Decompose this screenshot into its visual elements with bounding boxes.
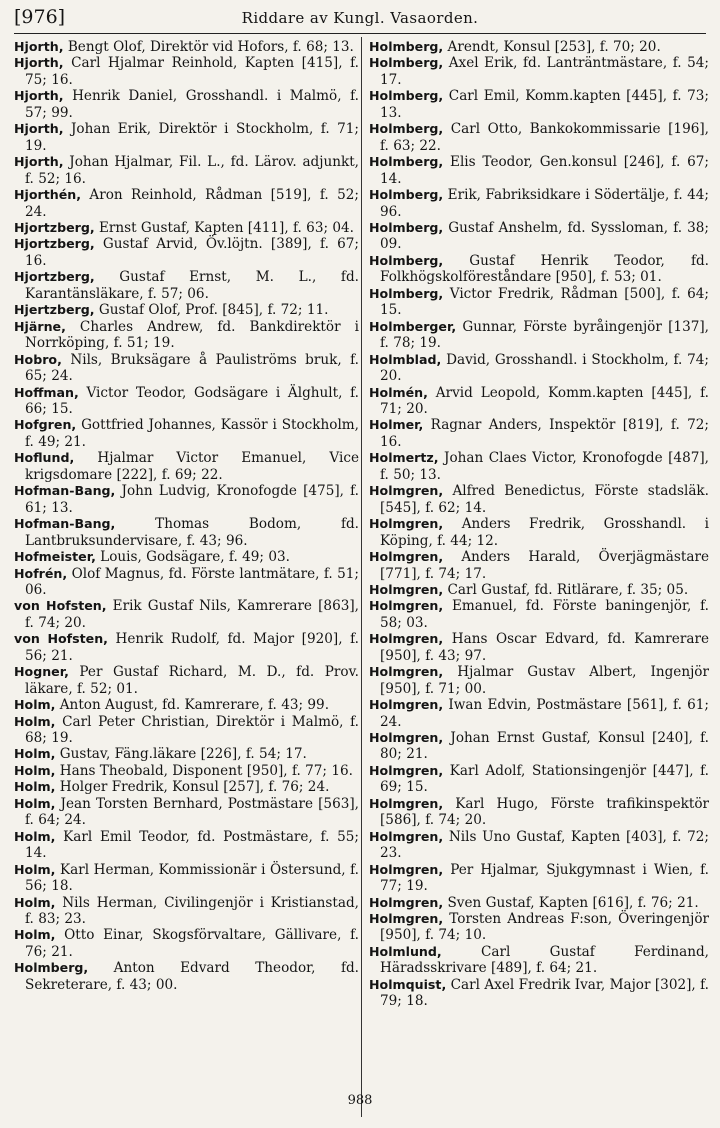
entry-details: Thomas Bodom, fd. Lantbruksundervisare, f. 43; 96.	[25, 516, 359, 549]
entry-name: Holm,	[14, 861, 56, 877]
entry-details: Johan Hjalmar, Fil. L., fd. Lärov. adjunkt, f. 52; 16.	[25, 154, 359, 187]
register-entry	[369, 862, 709, 895]
register-entry	[14, 39, 359, 55]
register-entry	[369, 598, 709, 631]
entry-name: Holmgren,	[369, 730, 444, 746]
entry-name: Holmberg,	[369, 187, 444, 203]
register-entry	[369, 730, 709, 763]
entry-details: Iwan Edvin, Postmästare [561], f. 61; 24.	[380, 697, 709, 730]
entry-name: Holmgren,	[369, 483, 444, 499]
entry-details: Per Gustaf Richard, M. D., fd. Prov. läkare, f. 52; 01.	[25, 664, 359, 697]
register-entry	[14, 566, 359, 599]
entry-details: Gunnar, Förste byråingenjör [137], f. 78; 19.	[380, 318, 709, 352]
entry-name: Hjortzberg,	[14, 269, 95, 285]
entry-details: Henrik Daniel, Grosshandl. i Malmö, f. 57; 99.	[25, 88, 359, 121]
running-title: Riddare av Kungl. Vasaorden.	[241, 9, 479, 27]
entry-name: Hofman-Bang,	[14, 516, 116, 532]
register-entry	[14, 631, 359, 664]
page-header	[14, 6, 706, 32]
entry-name: Holmberg,	[369, 39, 444, 54]
register-entry	[14, 187, 359, 220]
entry-name: Holm,	[14, 795, 56, 811]
entry-name: Holmgren,	[369, 631, 444, 647]
entry-details: David, Grosshandl. i Stockholm, f. 74; 20.	[380, 351, 709, 385]
entry-details: Johan Ernst Gustaf, Konsul [240], f. 80; 21.	[380, 730, 709, 763]
entry-name: Hofgren,	[14, 417, 77, 433]
entry-details: Hjalmar Victor Emanuel, Vice krigsdomare [222], f. 69; 22.	[25, 450, 359, 483]
register-entry	[369, 286, 709, 319]
register-entry	[369, 88, 709, 121]
register-entry	[369, 55, 709, 88]
register-entry	[14, 385, 359, 418]
entry-name: von Hofsten,	[14, 598, 107, 614]
entry-name: Holm,	[14, 713, 56, 729]
register-entry	[369, 319, 709, 352]
entry-details: Gustaf Olof, Prof. [845], f. 72; 11.	[94, 302, 329, 319]
entry-details: Hjalmar Gustav Albert, Ingenjör [950], f. 71; 00.	[380, 664, 709, 697]
register-entry	[14, 236, 359, 269]
entry-details: Ernst Gustaf, Kapten [411], f. 63; 04.	[94, 219, 354, 236]
entry-details: Aron Reinhold, Rådman [519], f. 52; 24.	[25, 187, 359, 220]
entry-details: Olof Magnus, fd. Förste lantmätare, f. 51; 06.	[25, 565, 359, 598]
entry-name: Holmgren,	[369, 911, 444, 927]
entry-details: Bengt Olof, Direktör vid Hofors, f. 68; 13.	[63, 39, 354, 55]
entry-name: Holmquist,	[369, 976, 447, 992]
register-entry	[369, 911, 709, 944]
register-entry	[14, 302, 359, 318]
register-entry	[14, 960, 359, 993]
entry-details: Carl Axel Fredrik Ivar, Major [302], f. 79; 18.	[380, 976, 709, 1010]
register-entry	[14, 417, 359, 450]
entry-name: Hjertzberg,	[14, 302, 95, 318]
register-entry	[14, 796, 359, 829]
entry-details: Johan Claes Victor, Kronofogde [487], f. 50; 13.	[380, 450, 709, 483]
entry-name: Holmgren,	[369, 581, 444, 597]
entry-details: Axel Erik, fd. Lanträntmästare, f. 54; 17.	[380, 55, 709, 88]
entry-name: Holmberger,	[369, 318, 457, 334]
register-entry	[369, 977, 709, 1010]
entry-details: Hans Oscar Edvard, fd. Kamrerare [950], f. 43; 97.	[380, 631, 709, 664]
register-entry	[369, 549, 709, 582]
entry-details: Henrik Rudolf, fd. Major [920], f. 56; 21.	[25, 631, 359, 664]
left-column	[14, 39, 359, 993]
entry-name: Holmberg,	[369, 121, 444, 137]
entry-details: Arendt, Konsul [253], f. 70; 20.	[443, 39, 661, 55]
entry-name: Holmgren,	[369, 598, 444, 614]
entry-name: Holmgren,	[369, 697, 444, 713]
entry-name: Holmberg,	[369, 252, 444, 268]
page-label: [976]	[14, 6, 66, 28]
entry-name: Hjorth,	[14, 55, 64, 71]
entry-name: Holm,	[14, 894, 56, 910]
entry-details: John Ludvig, Kronofogde [475], f. 61; 13.	[25, 483, 359, 516]
entry-details: Gustav, Fäng.läkare [226], f. 54; 17.	[55, 746, 307, 763]
entry-name: Holmberg,	[14, 960, 89, 976]
register-entry	[369, 121, 709, 154]
entry-name: Holm,	[14, 746, 56, 762]
entry-details: Charles Andrew, fd. Bankdirektör i Norrköping, f. 51; 19.	[25, 318, 359, 352]
register-entry	[369, 483, 709, 516]
entry-name: Holmgren,	[369, 861, 444, 877]
entry-details: Nils Herman, Civilingenjör i Kristianstad, f. 83; 23.	[25, 894, 359, 928]
register-entry	[369, 154, 709, 187]
entry-name: Holmblad,	[369, 351, 442, 367]
entry-name: Holmgren,	[369, 549, 444, 565]
entry-name: Hoffman,	[14, 384, 79, 400]
register-entry	[14, 746, 359, 762]
register-entry	[369, 944, 709, 977]
entry-details: Erik, Fabriksidkare i Södertälje, f. 44; 96.	[380, 187, 709, 220]
entry-details: Arvid Leopold, Komm.kapten [445], f. 71; 20.	[380, 384, 709, 417]
register-entry	[369, 796, 709, 829]
entry-details: Torsten Andreas F:son, Överingenjör [950], f. 74; 10.	[380, 911, 709, 944]
entry-name: Holmertz,	[369, 450, 439, 466]
entry-name: Holmgren,	[369, 516, 444, 532]
entry-details: Holger Fredrik, Konsul [257], f. 76; 24.	[55, 779, 330, 796]
register-entry	[369, 829, 709, 862]
entry-details: Anton August, fd. Kamrerare, f. 43; 99.	[55, 697, 330, 714]
register-entry	[14, 55, 359, 88]
register-entry	[14, 319, 359, 352]
entry-name: Holmgren,	[369, 664, 444, 680]
register-entry	[14, 121, 359, 154]
entry-details: Nils, Bruksägare å Pauliströms bruk, f. 65; 24.	[25, 351, 359, 385]
entry-details: Otto Einar, Skogsförvaltare, Gällivare, f. 76; 21.	[25, 927, 359, 960]
entry-details: Louis, Godsägare, f. 49; 03.	[95, 549, 290, 566]
register-entry	[369, 220, 709, 253]
right-column	[369, 39, 709, 1010]
register-entry	[369, 664, 709, 697]
entry-details: Carl Emil, Komm.kapten [445], f. 73; 13.	[380, 88, 709, 121]
footer-page-number: 988	[347, 1093, 373, 1108]
entry-name: Hjorth,	[14, 154, 64, 170]
entry-details: Johan Erik, Direktör i Stockholm, f. 71; 19.	[25, 121, 359, 154]
entry-name: Holmgren,	[369, 795, 444, 811]
register-entry	[369, 582, 709, 598]
entry-name: Holm,	[14, 828, 56, 844]
entry-details: Gustaf Ernst, M. L., fd. Karantänsläkare, f. 57; 06.	[25, 269, 359, 302]
register-entry	[14, 352, 359, 385]
register-entry	[369, 450, 709, 483]
register-entry	[14, 664, 359, 697]
entry-details: Karl Adolf, Stationsingenjör [447], f. 69; 15.	[380, 762, 709, 796]
entry-name: Hofrén,	[14, 565, 68, 581]
register-entry	[14, 154, 359, 187]
entry-details: Hans Theobald, Disponent [950], f. 77; 16.	[55, 762, 353, 779]
entry-name: Holm,	[14, 762, 56, 778]
entry-details: Carl Gustaf, fd. Ritlärare, f. 35; 05.	[443, 581, 689, 598]
entry-details: Erik Gustaf Nils, Kamrerare [863], f. 74; 20.	[25, 598, 359, 631]
register-entry	[369, 385, 709, 418]
entry-details: Anders Fredrik, Grosshandl. i Köping, f. 44; 12.	[380, 516, 709, 549]
entry-name: Holmlund,	[369, 943, 442, 959]
entry-name: Hjorth,	[14, 121, 64, 137]
entry-name: Holmberg,	[369, 88, 444, 104]
register-entry	[14, 88, 359, 121]
entry-name: Hofman-Bang,	[14, 483, 116, 499]
entry-name: Holmberg,	[369, 55, 444, 71]
entry-details: Gottfried Johannes, Kassör i Stockholm, f. 49; 21.	[25, 417, 359, 450]
entry-name: Holmberg,	[369, 285, 444, 301]
entry-name: Hobro,	[14, 351, 62, 367]
register-entry	[14, 220, 359, 236]
entry-details: Emanuel, fd. Förste baningenjör, f. 58; 03.	[380, 598, 709, 631]
entry-name: Hjorth,	[14, 39, 64, 54]
entry-name: Hjortzberg,	[14, 219, 95, 235]
entry-name: Hjorthén,	[14, 187, 81, 203]
register-entry	[14, 763, 359, 779]
register-entry	[369, 253, 709, 286]
entry-details: Nils Uno Gustaf, Kapten [403], f. 72; 23.	[380, 828, 709, 862]
register-entry	[369, 39, 709, 55]
register-entry	[14, 779, 359, 795]
column-divider	[361, 37, 362, 1117]
register-entry	[14, 829, 359, 862]
entry-details: Victor Teodor, Godsägare i Älghult, f. 66; 15.	[25, 384, 359, 417]
entry-details: Carl Peter Christian, Direktör i Malmö, f. 68; 19.	[25, 713, 359, 747]
register-entry	[14, 927, 359, 960]
header-rule	[14, 33, 706, 34]
register-entry	[369, 417, 709, 450]
register-entry	[369, 895, 709, 911]
entry-details: Karl Emil Teodor, fd. Postmästare, f. 55; 14.	[25, 828, 359, 862]
entry-name: von Hofsten,	[14, 631, 108, 647]
entry-details: Karl Hugo, Förste trafikinspektör [586], f. 74; 20.	[380, 795, 709, 829]
entry-name: Holm,	[14, 927, 56, 943]
entry-details: Carl Hjalmar Reinhold, Kapten [415], f. 75; 16.	[25, 55, 359, 88]
entry-name: Hogner,	[14, 664, 69, 680]
register-entry	[14, 895, 359, 928]
entry-details: Anders Harald, Överjägmästare [771], f. 74; 17.	[380, 549, 709, 582]
entry-details: Sven Gustaf, Kapten [616], f. 76; 21.	[443, 894, 699, 911]
entry-name: Hofmeister,	[14, 549, 96, 565]
entry-name: Holm,	[14, 779, 56, 795]
register-entry	[14, 483, 359, 516]
register-entry	[14, 697, 359, 713]
entry-name: Hjärne,	[14, 318, 66, 334]
entry-name: Hoflund,	[14, 450, 75, 466]
entry-name: Hjortzberg,	[14, 236, 95, 252]
register-entry	[14, 598, 359, 631]
register-entry	[369, 697, 709, 730]
register-entry	[14, 714, 359, 747]
register-entry	[14, 450, 359, 483]
register-entry	[14, 862, 359, 895]
register-entry	[369, 516, 709, 549]
entry-details: Jean Torsten Bernhard, Postmästare [563], f. 64; 24.	[25, 795, 359, 829]
entry-name: Holmgren,	[369, 762, 444, 778]
entry-details: Alfred Benedictus, Förste stadsläk. [545], f. 62; 14.	[380, 483, 709, 516]
register-entry	[14, 269, 359, 302]
entry-details: Ragnar Anders, Inspektör [819], f. 72; 16.	[380, 417, 709, 450]
register-entry	[369, 352, 709, 385]
entry-details: Carl Gustaf Ferdinand, Häradsskrivare [489], f. 64; 21.	[380, 943, 709, 977]
entry-details: Victor Fredrik, Rådman [500], f. 64; 15.	[380, 285, 709, 319]
entry-details: Gustaf Henrik Teodor, fd. Folkhögskolföreståndare [950], f. 53; 01.	[380, 252, 709, 286]
entry-name: Holmén,	[369, 384, 428, 400]
entry-name: Hjorth,	[14, 88, 64, 104]
entry-name: Holmberg,	[369, 154, 444, 170]
entry-details: Carl Otto, Bankokommissarie [196], f. 63; 22.	[380, 121, 709, 154]
entry-name: Holmberg,	[369, 219, 444, 235]
entry-details: Karl Herman, Kommissionär i Östersund, f. 56; 18.	[25, 861, 359, 895]
entry-name: Holmgren,	[369, 828, 444, 844]
register-entry	[369, 631, 709, 664]
entry-details: Anton Edvard Theodor, fd. Sekreterare, f. 43; 00.	[25, 960, 359, 993]
entry-details: Elis Teodor, Gen.konsul [246], f. 67; 14.	[380, 154, 709, 187]
register-entry	[369, 187, 709, 220]
entry-name: Holm,	[14, 697, 56, 713]
entry-name: Holmer,	[369, 417, 424, 433]
entry-details: Per Hjalmar, Sjukgymnast i Wien, f. 77; 19.	[380, 861, 709, 895]
entry-name: Holmgren,	[369, 894, 444, 910]
entry-details: Gustaf Anshelm, fd. Syssloman, f. 38; 09.	[380, 219, 709, 253]
register-entry	[14, 549, 359, 565]
register-entry	[14, 516, 359, 549]
register-entry	[369, 763, 709, 796]
entry-details: Gustaf Arvid, Öv.löjtn. [389], f. 67; 16.	[25, 236, 359, 269]
